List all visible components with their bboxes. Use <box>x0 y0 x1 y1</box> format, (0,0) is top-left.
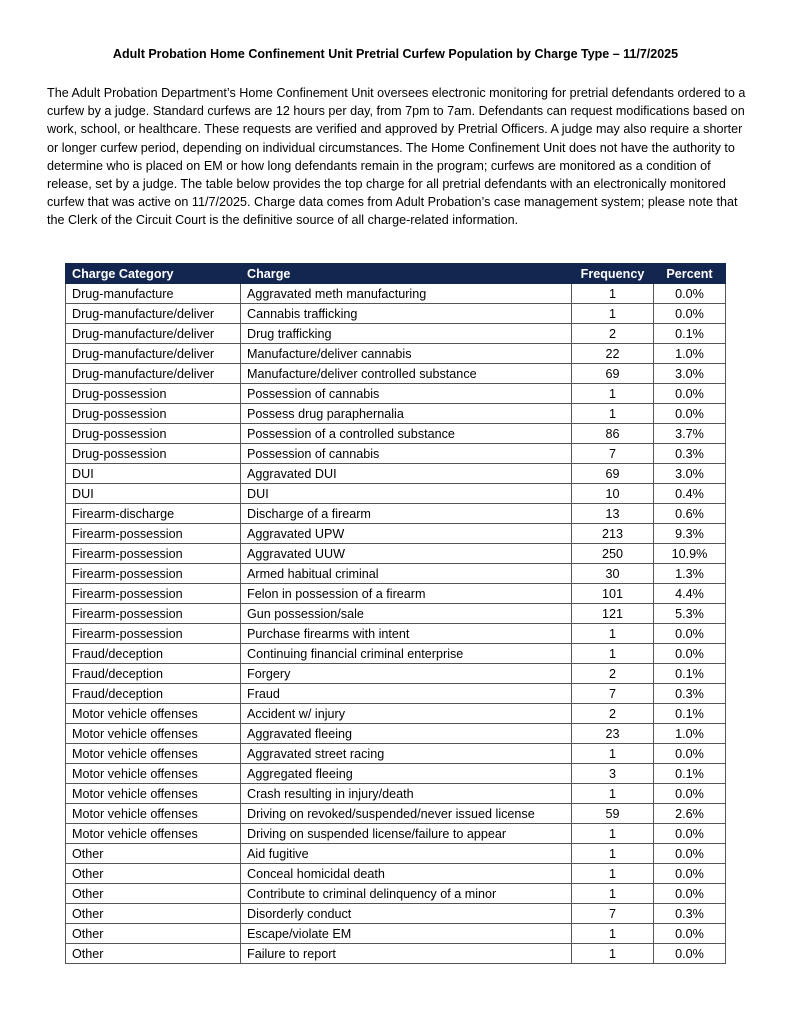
cell-charge: Possession of cannabis <box>241 384 572 404</box>
cell-frequency: 1 <box>572 864 654 884</box>
table-row <box>66 864 726 884</box>
cell-charge: Manufacture/deliver cannabis <box>241 344 572 364</box>
cell-frequency: 22 <box>572 344 654 364</box>
cell-frequency: 7 <box>572 904 654 924</box>
table-row <box>66 644 726 664</box>
table-row <box>66 504 726 524</box>
table-row <box>66 324 726 344</box>
cell-frequency: 1 <box>572 744 654 764</box>
cell-charge: Conceal homicidal death <box>241 864 572 884</box>
cell-charge: Crash resulting in injury/death <box>241 784 572 804</box>
cell-charge-category: Fraud/deception <box>66 664 241 684</box>
table-row <box>66 284 726 304</box>
cell-percent: 0.0% <box>654 944 726 964</box>
cell-frequency: 2 <box>572 704 654 724</box>
cell-charge: Manufacture/deliver controlled substance <box>241 364 572 384</box>
cell-percent: 3.0% <box>654 464 726 484</box>
table-row <box>66 364 726 384</box>
table-row <box>66 764 726 784</box>
cell-charge: Armed habitual criminal <box>241 564 572 584</box>
document-title: Adult Probation Home Confinement Unit Pretrial Curfew Population by Charge Type – 11/7/2025 <box>112 47 679 61</box>
table-row <box>66 344 726 364</box>
cell-frequency: 86 <box>572 424 654 444</box>
cell-percent: 0.1% <box>654 664 726 684</box>
cell-percent: 2.6% <box>654 804 726 824</box>
cell-charge: Aggravated UUW <box>241 544 572 564</box>
cell-percent: 0.0% <box>654 824 726 844</box>
cell-charge: Aggravated meth manufacturing <box>241 284 572 304</box>
cell-percent: 1.3% <box>654 564 726 584</box>
cell-frequency: 1 <box>572 304 654 324</box>
cell-charge-category: Motor vehicle offenses <box>66 824 241 844</box>
cell-charge-category: Other <box>66 844 241 864</box>
cell-charge-category: DUI <box>66 464 241 484</box>
cell-frequency: 7 <box>572 684 654 704</box>
cell-percent: 1.0% <box>654 724 726 744</box>
cell-charge-category: Drug-manufacture <box>66 284 241 304</box>
cell-percent: 0.0% <box>654 284 726 304</box>
cell-percent: 0.0% <box>654 884 726 904</box>
cell-percent: 0.3% <box>654 904 726 924</box>
cell-percent: 0.1% <box>654 324 726 344</box>
cell-charge-category: Other <box>66 864 241 884</box>
cell-frequency: 10 <box>572 484 654 504</box>
cell-charge-category: Other <box>66 924 241 944</box>
table-row <box>66 904 726 924</box>
cell-charge-category: Drug-manufacture/deliver <box>66 304 241 324</box>
cell-charge-category: Firearm-possession <box>66 564 241 584</box>
cell-frequency: 30 <box>572 564 654 584</box>
cell-charge-category: Firearm-possession <box>66 624 241 644</box>
cell-frequency: 1 <box>572 844 654 864</box>
table-row <box>66 844 726 864</box>
cell-charge-category: Drug-manufacture/deliver <box>66 364 241 384</box>
cell-frequency: 1 <box>572 884 654 904</box>
cell-charge-category: Motor vehicle offenses <box>66 724 241 744</box>
charge-table <box>65 263 726 964</box>
table-row <box>66 444 726 464</box>
cell-charge-category: Firearm-possession <box>66 544 241 564</box>
cell-charge: Aggravated street racing <box>241 744 572 764</box>
table-row <box>66 304 726 324</box>
cell-charge-category: Drug-possession <box>66 424 241 444</box>
table-row <box>66 924 726 944</box>
cell-percent: 0.0% <box>654 624 726 644</box>
table-row <box>66 804 726 824</box>
cell-percent: 0.0% <box>654 744 726 764</box>
cell-percent: 9.3% <box>654 524 726 544</box>
header-frequency: Frequency <box>572 264 654 284</box>
cell-charge-category: Motor vehicle offenses <box>66 764 241 784</box>
cell-frequency: 1 <box>572 644 654 664</box>
cell-percent: 4.4% <box>654 584 726 604</box>
cell-frequency: 69 <box>572 364 654 384</box>
cell-charge-category: Fraud/deception <box>66 684 241 704</box>
cell-charge: Felon in possession of a firearm <box>241 584 572 604</box>
cell-charge: Driving on revoked/suspended/never issued license <box>241 804 572 824</box>
cell-frequency: 69 <box>572 464 654 484</box>
cell-charge-category: Firearm-possession <box>66 584 241 604</box>
header-charge: Charge <box>241 264 572 284</box>
cell-charge-category: Drug-manufacture/deliver <box>66 344 241 364</box>
cell-percent: 0.6% <box>654 504 726 524</box>
cell-charge: Aggravated UPW <box>241 524 572 544</box>
cell-charge-category: Other <box>66 884 241 904</box>
cell-charge: Accident w/ injury <box>241 704 572 724</box>
table-row <box>66 424 726 444</box>
cell-charge-category: Drug-manufacture/deliver <box>66 324 241 344</box>
table-row <box>66 624 726 644</box>
cell-charge-category: Firearm-possession <box>66 604 241 624</box>
cell-charge-category: Fraud/deception <box>66 644 241 664</box>
cell-charge: Possess drug paraphernalia <box>241 404 572 424</box>
cell-charge-category: Drug-possession <box>66 384 241 404</box>
cell-frequency: 213 <box>572 524 654 544</box>
cell-charge: Escape/violate EM <box>241 924 572 944</box>
cell-charge-category: Other <box>66 904 241 924</box>
cell-percent: 0.3% <box>654 684 726 704</box>
table-row <box>66 944 726 964</box>
table-body <box>66 284 726 964</box>
cell-charge: Aid fugitive <box>241 844 572 864</box>
cell-charge-category: Drug-possession <box>66 444 241 464</box>
cell-percent: 0.0% <box>654 644 726 664</box>
table-row <box>66 884 726 904</box>
cell-frequency: 1 <box>572 404 654 424</box>
cell-percent: 0.0% <box>654 404 726 424</box>
cell-frequency: 1 <box>572 944 654 964</box>
cell-charge: Possession of a controlled substance <box>241 424 572 444</box>
cell-frequency: 101 <box>572 584 654 604</box>
intro-paragraph: The Adult Probation Department’s Home Confinement Unit oversees electronic monitoring for pretrial defendants ordered to a curfew by a judge. Standard curfews are 12 hours per day, from 7pm to 7am. Defendants can request modifications based on work, school, or healthcare. These requests are verified and approved by Pretrial Officers. A judge may also require a shorter or longer curfew period, depending on individual circumstances. The Home Confinement Unit does not have the authority to determine who is placed on EM or how long defendants remain in the program; curfews are monitored as a condition of release, set by a judge. The table below provides the top charge for all pretrial defendants with an electronically monitored curfew that was active on 11/7/2025. Charge data comes from Adult Probation’s case management system; please note that the Clerk of the Circuit Court is the definitive source of all charge-related information. <box>47 86 746 228</box>
cell-percent: 0.4% <box>654 484 726 504</box>
cell-percent: 0.1% <box>654 764 726 784</box>
table-row <box>66 744 726 764</box>
cell-charge: Aggravated fleeing <box>241 724 572 744</box>
cell-frequency: 7 <box>572 444 654 464</box>
table-row <box>66 564 726 584</box>
cell-charge: DUI <box>241 484 572 504</box>
cell-charge-category: DUI <box>66 484 241 504</box>
cell-charge-category: Firearm-discharge <box>66 504 241 524</box>
cell-frequency: 2 <box>572 664 654 684</box>
table-header-row <box>66 264 726 284</box>
table-row <box>66 784 726 804</box>
cell-frequency: 23 <box>572 724 654 744</box>
cell-percent: 0.0% <box>654 864 726 884</box>
cell-charge: Drug trafficking <box>241 324 572 344</box>
table-row <box>66 824 726 844</box>
cell-frequency: 1 <box>572 384 654 404</box>
cell-charge: Gun possession/sale <box>241 604 572 624</box>
cell-charge-category: Motor vehicle offenses <box>66 704 241 724</box>
table-row <box>66 404 726 424</box>
cell-charge: Aggregated fleeing <box>241 764 572 784</box>
cell-percent: 0.3% <box>654 444 726 464</box>
cell-percent: 3.0% <box>654 364 726 384</box>
cell-charge: Driving on suspended license/failure to appear <box>241 824 572 844</box>
cell-charge: Purchase firearms with intent <box>241 624 572 644</box>
cell-charge: Possession of cannabis <box>241 444 572 464</box>
header-charge-category: Charge Category <box>66 264 241 284</box>
table-row <box>66 544 726 564</box>
cell-charge: Discharge of a firearm <box>241 504 572 524</box>
cell-charge: Aggravated DUI <box>241 464 572 484</box>
cell-percent: 0.0% <box>654 304 726 324</box>
cell-percent: 3.7% <box>654 424 726 444</box>
cell-charge-category: Drug-possession <box>66 404 241 424</box>
cell-frequency: 250 <box>572 544 654 564</box>
table-row <box>66 384 726 404</box>
table-row <box>66 724 726 744</box>
table-row <box>66 484 726 504</box>
cell-charge-category: Motor vehicle offenses <box>66 744 241 764</box>
cell-charge: Continuing financial criminal enterprise <box>241 644 572 664</box>
table-row <box>66 664 726 684</box>
cell-charge: Fraud <box>241 684 572 704</box>
cell-percent: 0.0% <box>654 844 726 864</box>
table-row <box>66 524 726 544</box>
table-row <box>66 584 726 604</box>
cell-percent: 0.0% <box>654 784 726 804</box>
cell-charge-category: Firearm-possession <box>66 524 241 544</box>
cell-charge-category: Other <box>66 944 241 964</box>
cell-frequency: 1 <box>572 624 654 644</box>
table-row <box>66 704 726 724</box>
cell-frequency: 2 <box>572 324 654 344</box>
cell-charge: Failure to report <box>241 944 572 964</box>
cell-charge: Contribute to criminal delinquency of a minor <box>241 884 572 904</box>
cell-charge: Disorderly conduct <box>241 904 572 924</box>
cell-percent: 5.3% <box>654 604 726 624</box>
cell-frequency: 3 <box>572 764 654 784</box>
table-row <box>66 604 726 624</box>
cell-frequency: 1 <box>572 784 654 804</box>
cell-percent: 0.1% <box>654 704 726 724</box>
cell-percent: 0.0% <box>654 384 726 404</box>
cell-frequency: 1 <box>572 824 654 844</box>
header-percent: Percent <box>654 264 726 284</box>
cell-charge-category: Motor vehicle offenses <box>66 804 241 824</box>
cell-frequency: 13 <box>572 504 654 524</box>
cell-percent: 10.9% <box>654 544 726 564</box>
cell-frequency: 121 <box>572 604 654 624</box>
table-row <box>66 684 726 704</box>
cell-frequency: 1 <box>572 284 654 304</box>
cell-frequency: 1 <box>572 924 654 944</box>
cell-frequency: 59 <box>572 804 654 824</box>
table-row <box>66 464 726 484</box>
cell-charge: Forgery <box>241 664 572 684</box>
cell-percent: 1.0% <box>654 344 726 364</box>
cell-charge-category: Motor vehicle offenses <box>66 784 241 804</box>
cell-percent: 0.0% <box>654 924 726 944</box>
cell-charge: Cannabis trafficking <box>241 304 572 324</box>
